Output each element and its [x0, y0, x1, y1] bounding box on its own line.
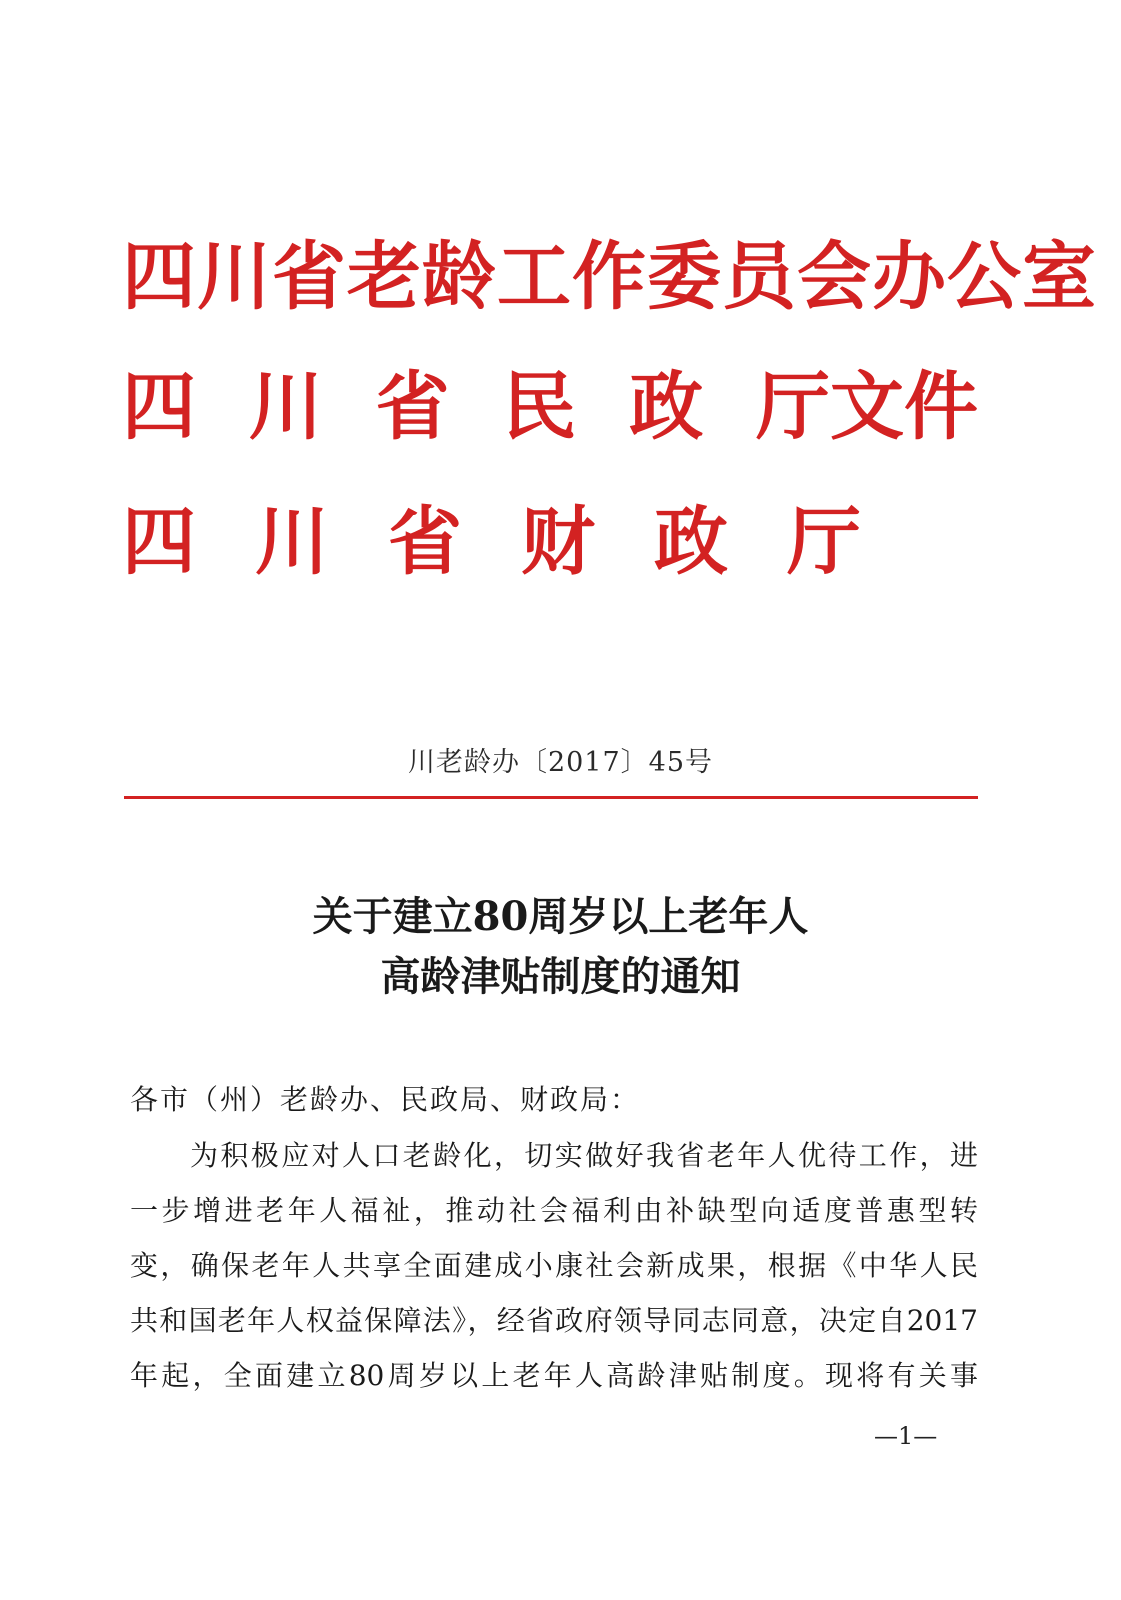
- document-number: 川老龄办〔2017〕45号: [407, 747, 714, 778]
- issuing-org-line-3: [122, 499, 978, 585]
- issuing-org-line-2: [122, 364, 978, 450]
- org-line-3-char: 厅: [787, 499, 861, 585]
- red-divider-line: [124, 796, 978, 799]
- org-line-3-char: 川: [255, 499, 329, 585]
- body-line: 一步增进老年人福祉，推动社会福利由补缺型向适度普惠型转: [130, 1194, 978, 1227]
- body-line: 变，确保老年人共享全面建成小康社会新成果，根据《中华人民: [130, 1249, 978, 1282]
- org-line-3-char: 政: [654, 499, 728, 585]
- org-line-2-char: 川: [248, 364, 323, 450]
- body-line: 年起，全面建立80周岁以上老年人高龄津贴制度。现将有关事: [130, 1359, 978, 1392]
- document-title-line-2: 高龄津贴制度的通知: [380, 953, 741, 1000]
- org-line-3-char: 四: [122, 499, 196, 585]
- org-line-3-char: 财: [521, 499, 595, 585]
- body-paragraph: [130, 1128, 978, 1403]
- document-title-line-1: 关于建立80周岁以上老年人: [312, 893, 809, 940]
- org-line-2-char: 省: [375, 364, 450, 450]
- org-line-2-char: 政: [629, 364, 704, 450]
- body-line: 共和国老年人权益保障法》，经省政府领导同志同意，决定自2017: [130, 1304, 978, 1337]
- page-number: —1—: [874, 1422, 938, 1450]
- org-line-2-char: 厅文件: [755, 364, 978, 450]
- org-line-2-char: 四: [122, 364, 196, 450]
- salutation: 各市（州）老龄办、民政局、财政局：: [130, 1083, 641, 1116]
- org-line-3-char: 省: [388, 499, 462, 585]
- issuing-org-line-1: 四川省老龄工作委员会办公室: [122, 234, 1097, 320]
- org-line-2-char: 民: [502, 364, 577, 450]
- body-line: 为积极应对人口老龄化，切实做好我省老年人优待工作，进: [190, 1139, 978, 1172]
